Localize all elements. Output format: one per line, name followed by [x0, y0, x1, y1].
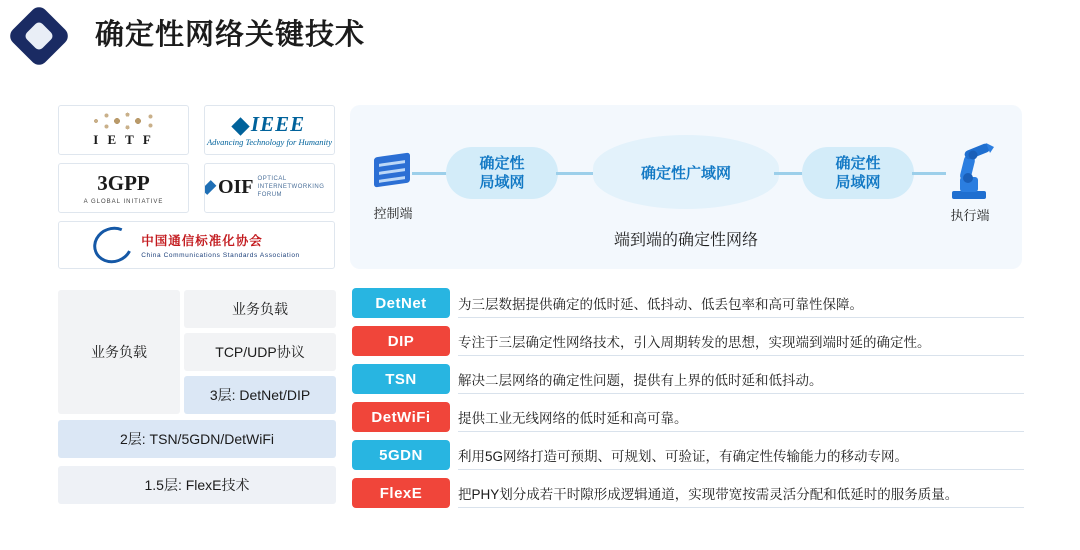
lan-left-line2: 局域网: [479, 174, 525, 191]
tech-row: [352, 326, 1024, 356]
ieee-diamond-icon: [231, 117, 249, 135]
wan-node: 确定性广域网: [593, 135, 779, 209]
exec-node-label: 执行端: [950, 208, 990, 223]
tech-description: 利用5G网络打造可预期、可规划、可验证，有确定性传输能力的移动专网。: [458, 449, 909, 464]
row-divider: [458, 393, 1024, 394]
logo-ietf-label: I E T F: [93, 132, 154, 147]
stack-cell-payload: 业务负载: [184, 290, 336, 328]
logo-ieee: [204, 105, 335, 155]
logo-3gpp-sub: A GLOBAL INITIATIVE: [83, 199, 164, 205]
lan-right-line2: 局域网: [835, 174, 881, 191]
logo-3gpp-label: 3GPP: [97, 171, 150, 195]
lan-left-node: [446, 147, 558, 199]
link-ctrl-lan: [412, 172, 448, 175]
stack-cell-layer2: 2层: TSN/5GDN/DetWiFi: [58, 420, 336, 458]
tech-row: [352, 440, 1024, 470]
tech-tag-badge: DetWiFi: [352, 402, 450, 432]
server-icon: [370, 151, 414, 193]
row-divider: [458, 431, 1024, 432]
logo-oif-label: OIF: [217, 176, 254, 199]
tech-description: 把PHY划分成若干时隙形成逻辑通道，实现带宽按需灵活分配和低延时的服务质量。: [458, 487, 959, 502]
tech-row: [352, 288, 1024, 318]
tech-row: [352, 478, 1024, 508]
diamond-logo-icon: [8, 5, 70, 67]
stack-cell-layer3: 3层: DetNet/DIP: [184, 376, 336, 414]
lan-left-line1: 确定性: [479, 154, 525, 172]
tech-description: 为三层数据提供确定的低时延、低抖动、低丢包率和高可靠性保障。: [458, 297, 863, 312]
logo-oif-sub: OPTICAL INTERNETWORKING FORUM: [257, 176, 325, 198]
tech-tag-badge: FlexE: [352, 478, 450, 508]
row-divider: [458, 355, 1024, 356]
tech-description: 解决二层网络的确定性问题，提供有上界的低时延和低抖动。: [458, 373, 823, 388]
tech-tag-badge: 5GDN: [352, 440, 450, 470]
page-title: 确定性网络关键技术: [95, 19, 366, 51]
tech-description: 提供工业无线网络的低时延和高可靠。: [458, 411, 688, 426]
ccsa-arc-icon: [88, 221, 138, 269]
tech-row: [352, 364, 1024, 394]
row-divider: [458, 507, 1024, 508]
tech-tag-badge: TSN: [352, 364, 450, 394]
lan-right-line1: 确定性: [835, 154, 881, 172]
lan-right-node: [802, 147, 914, 199]
tech-tag-badge: DIP: [352, 326, 450, 356]
logo-oif: [204, 163, 335, 213]
logo-ccsa-sub: China Communications Standards Association: [141, 252, 300, 259]
robot-arm-icon: [942, 139, 998, 201]
stack-cell-transport: TCP/UDP协议: [184, 333, 336, 371]
row-divider: [458, 469, 1024, 470]
logo-ieee-label: IEEE: [250, 112, 306, 137]
logo-ccsa: [58, 221, 335, 269]
tech-tag-badge: DetNet: [352, 288, 450, 318]
topology-caption: 端到端的确定性网络: [613, 232, 758, 249]
logo-3gpp: [58, 163, 189, 213]
oif-diamond-icon: [204, 181, 216, 196]
ietf-dots-icon: [89, 112, 159, 130]
stack-cell-payload-left: 业务负载: [58, 290, 180, 414]
tech-description: 专注于三层确定性网络技术，引入周期转发的思想，实现端到端时延的确定性。: [458, 335, 931, 350]
control-node-label: 控制端: [373, 206, 413, 221]
tech-row: [352, 402, 1024, 432]
link-lan-exec: [912, 172, 946, 175]
stack-cell-layer15: 1.5层: FlexE技术: [58, 466, 336, 504]
standards-logo-panel: [58, 105, 335, 269]
logo-ietf: [58, 105, 189, 155]
logo-ccsa-label: 中国通信标准化协会: [141, 234, 263, 248]
row-divider: [458, 317, 1024, 318]
topology-panel: [350, 105, 1022, 269]
logo-ieee-sub: Advancing Technology for Humanity: [206, 137, 333, 148]
page-header: [0, 0, 1080, 72]
